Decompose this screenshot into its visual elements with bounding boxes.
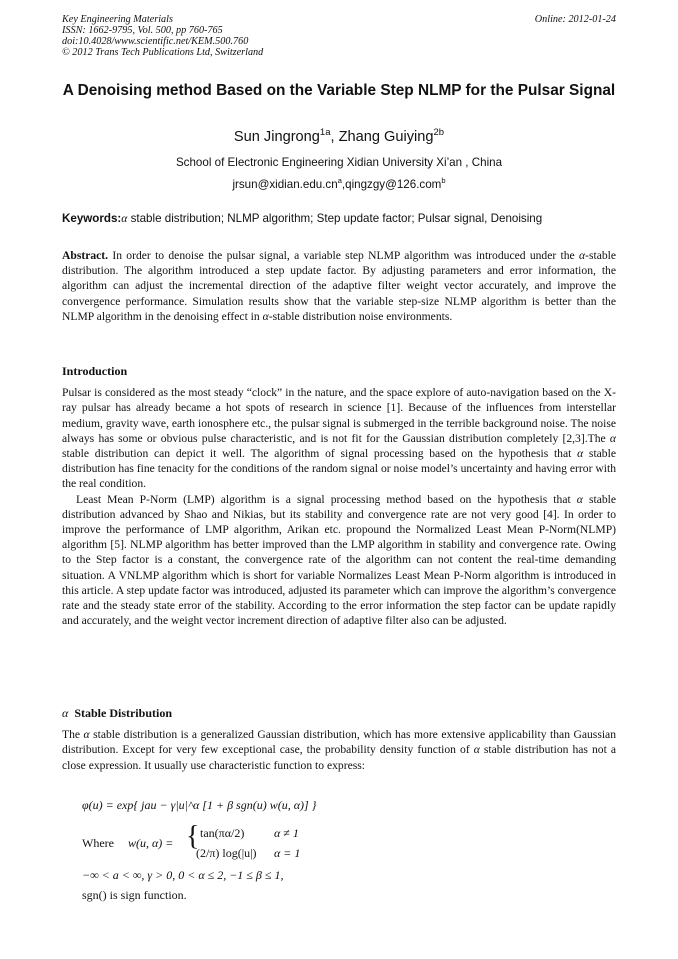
alpha-symbol: α xyxy=(576,492,583,506)
alpha-symbol: α xyxy=(262,309,269,323)
sgn-note: sgn() is sign function. xyxy=(82,888,187,902)
case-condition: α = 1 xyxy=(274,846,301,860)
section-heading-text: Stable Distribution xyxy=(74,706,172,720)
author-affil-mark: 2b xyxy=(433,127,445,139)
where-label: Where xyxy=(82,836,114,850)
alpha-symbol: α xyxy=(609,431,616,445)
paragraph xyxy=(62,492,616,629)
alpha-symbol: α xyxy=(121,212,128,225)
paragraph-text: Pulsar is considered as the most steady “clock” in the nature, and the space explore of auto-navigation based on the X-ray pulsar has already became a hot spots of research in science [1]. Because of the influences from interstellar medium, gravity wave, earth ionosphere etc., the pulsar signal is submerged in the terrible background noise. The noise always has some or obvious pulse characteristic, and is not fit for the Gaussian distribution completely [2,3].The xyxy=(62,386,616,445)
introduction-section xyxy=(62,364,616,628)
abstract xyxy=(62,248,616,324)
alpha-symbol: α xyxy=(473,743,480,757)
author-separator: , xyxy=(330,129,339,145)
section-heading: Introduction xyxy=(62,364,128,378)
abstract-text: In order to denoise the pulsar signal, a variable step NLMP algorithm was introduced under the xyxy=(108,249,579,262)
keywords-label: Keywords: xyxy=(62,212,122,225)
paragraph-text: stable distribution has not a close expression. It usually use characteristic function to express: xyxy=(62,743,616,772)
alpha-symbol: α xyxy=(83,728,90,742)
paragraph-text: stable distribution can depict it well. The algorithm of signal processing based on the hypothesis that xyxy=(62,447,578,461)
paragraph-text: The xyxy=(62,728,84,742)
alpha-symbol: α xyxy=(579,249,586,262)
email-link[interactable]: qingzgy@126.com xyxy=(345,178,442,191)
paragraph xyxy=(62,727,616,773)
copyright-line: © 2012 Trans Tech Publications Ltd, Switzerland xyxy=(62,47,264,58)
cases-brace: { xyxy=(186,821,200,852)
author-affil-mark: 1a xyxy=(319,127,331,139)
journal-name: Key Engineering Materials xyxy=(62,14,173,25)
paragraph xyxy=(62,385,616,491)
paragraph-text: stable distribution is a generalized Gaussian distribution, which has more extensive applicability than Gaussian distribution. Except for very few exceptional case, the probability density function of xyxy=(62,728,616,757)
email-mark: a xyxy=(337,176,342,186)
paragraph-text: stable distribution advanced by Shao and Nikias, but its stability and convergence rate are not very good [4]. In order to improve the performance of LMP algorithm, Arikan etc. propound the Normalized Least Mean P-Norm(NLMP) algorithm [5]. NLMP algorithm has better improved than the LMP algorithm in stability and convergence rate. Owing to the Step factor is a constant, the convergence rate of the algorithm can not content the real-time demanding situation. A VNLMP algorithm which is short for variable Normalizes Least Mean P-Norm algorithm is introduced in this article. A step update factor was introduced, adjusted its parameter which can improve the algorithm’s convergence rate and the steady state error of the stability. According to the error information the step factor can be update rapidly and accurately, and the weight vector increment direction of adaptive filter also can be adjusted. xyxy=(62,492,616,628)
affiliation: School of Electronic Engineering Xidian University Xi’an , China xyxy=(175,156,503,169)
keywords xyxy=(62,212,616,225)
section-heading xyxy=(62,706,616,721)
paper-title: A Denoising method Based on the Variable Step NLMP for the Pulsar Signal xyxy=(62,82,616,99)
abstract-text: -stable distribution noise environments. xyxy=(268,309,453,323)
email-list xyxy=(62,178,616,191)
case-expression: tan(πα/2) xyxy=(200,826,245,840)
alpha-symbol: α xyxy=(577,447,584,461)
online-date: Online: 2012-01-24 xyxy=(534,14,616,25)
characteristic-function-equation: φ(u) = exp{ jau − γ|u|^α [1 + β sgn(u) w(u, α)] } xyxy=(82,798,317,812)
abstract-text: -stable distribution. The algorithm introduced a step update factor. By adjusting parameters and error information, the algorithm can adjust the incremental direction of the adaptive filter weight vector accurately, and improve the convergence performance. Simulation results show that the variable step-size NLMP algorithm is better than the NLMP algorithm in the denoising effect in xyxy=(62,249,616,323)
author-list xyxy=(62,129,616,145)
author-name: Zhang Guiying xyxy=(338,129,434,145)
abstract-label: Abstract. xyxy=(62,249,109,262)
paragraph-text: Least Mean P-Norm (LMP) algorithm is a signal processing method based on the hypothesis that xyxy=(76,492,577,506)
paragraph-text: stable distribution has fine tenacity for the conditions of the random signal or noise model’s uncertainty and having error with the real condition. xyxy=(62,447,616,491)
doi-line: doi:10.4028/www.scientific.net/KEM.500.760 xyxy=(62,36,249,47)
case-condition: α ≠ 1 xyxy=(274,826,299,840)
email-link[interactable]: jrsun@xidian.edu.cn xyxy=(232,178,338,191)
keywords-text: stable distribution; NLMP algorithm; Step update factor; Pulsar signal, Denoising xyxy=(127,212,543,225)
journal-header xyxy=(62,14,616,58)
w-function-lhs: w(u, α) = xyxy=(128,836,174,850)
case-expression: (2/π) log(|u|) xyxy=(196,846,257,860)
alpha-symbol: α xyxy=(62,706,69,720)
issn-line: ISSN: 1662-9795, Vol. 500, pp 760-765 xyxy=(62,25,223,36)
author-name: Sun Jingrong xyxy=(233,129,320,145)
email-separator: , xyxy=(341,178,346,191)
stable-distribution-section xyxy=(62,706,616,773)
parameter-range: −∞ < a < ∞, γ > 0, 0 < α ≤ 2, −1 ≤ β ≤ 1, xyxy=(82,868,284,882)
email-mark: b xyxy=(441,176,446,186)
